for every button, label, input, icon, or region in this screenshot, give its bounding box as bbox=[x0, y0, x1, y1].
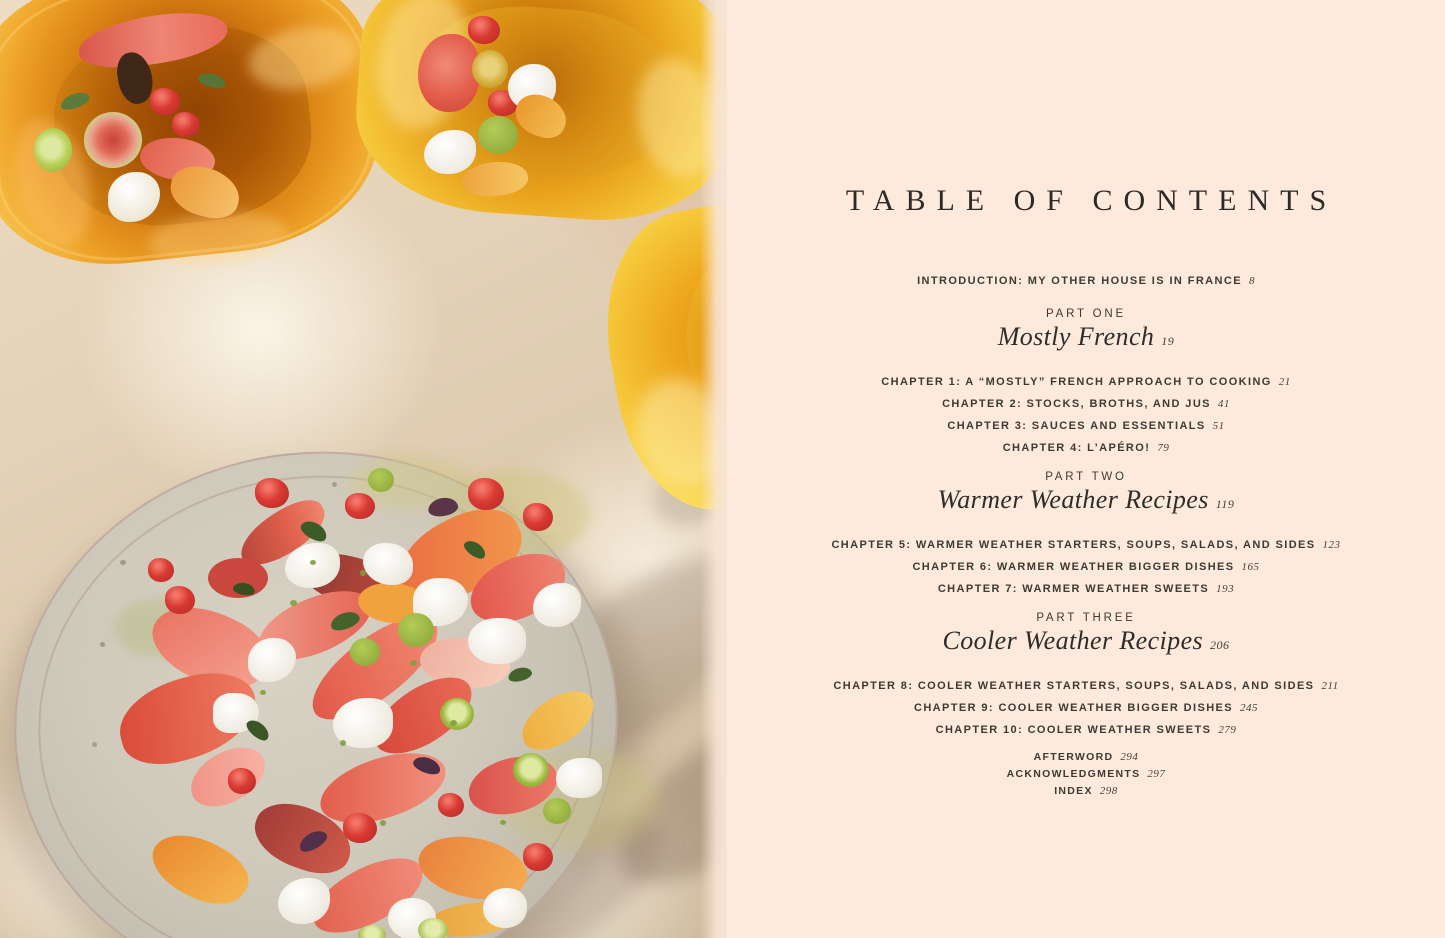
toc-entry-page-number: 21 bbox=[1278, 376, 1291, 388]
page-edge-light bbox=[700, 0, 727, 938]
strawberry bbox=[150, 88, 180, 115]
toc-entry-backmatter bbox=[727, 749, 1445, 766]
green-tomato-half bbox=[513, 753, 549, 787]
page-title: TABLE OF CONTENTS bbox=[845, 184, 1338, 217]
toc-entry-page-number: 279 bbox=[1218, 724, 1237, 736]
part-page-number: 206 bbox=[1210, 638, 1230, 652]
part-kicker: PART TWO bbox=[1045, 471, 1127, 483]
toc-entry-page-number: 245 bbox=[1240, 702, 1259, 714]
toc-entry-label: CHAPTER 8: COOLER WEATHER STARTERS, SOUPS, SALADS, AND SIDES bbox=[833, 680, 1315, 692]
platter-speckle bbox=[120, 560, 126, 565]
chapter-list bbox=[727, 371, 1445, 459]
toc-entry-page-number: 51 bbox=[1212, 420, 1225, 432]
toc-entry-label: CHAPTER 9: COOLER WEATHER BIGGER DISHES bbox=[913, 702, 1234, 714]
toc-entry-label: AFTERWORD bbox=[1033, 751, 1114, 763]
toc-entry-chapter bbox=[727, 415, 1445, 437]
tomato-chunk bbox=[418, 34, 480, 112]
platter-speckle bbox=[332, 482, 337, 487]
table-of-contents-page bbox=[727, 0, 1445, 938]
green-grape-half bbox=[418, 918, 448, 938]
green-tomato bbox=[478, 116, 518, 154]
toc-entry-page-number: 8 bbox=[1248, 275, 1255, 287]
toc-column bbox=[727, 0, 1445, 800]
toc-entry-label: INDEX bbox=[1054, 785, 1093, 797]
strawberry bbox=[148, 558, 174, 582]
part-title-text: Warmer Weather Recipes bbox=[937, 485, 1209, 514]
platter-speckle bbox=[100, 642, 105, 647]
toc-entry-page-number: 294 bbox=[1120, 751, 1139, 763]
toc-entry-chapter bbox=[727, 556, 1445, 578]
herb-speckle bbox=[450, 720, 457, 726]
green-tomato bbox=[398, 613, 434, 647]
green-tomato bbox=[350, 638, 380, 666]
herb-speckle bbox=[310, 560, 316, 565]
toc-entry-page-number: 79 bbox=[1157, 442, 1170, 454]
platter-speckle bbox=[92, 742, 97, 747]
toc-entry-chapter bbox=[727, 371, 1445, 393]
toc-entry-label: CHAPTER 7: WARMER WEATHER SWEETS bbox=[937, 583, 1210, 595]
strawberry bbox=[343, 813, 377, 843]
green-tomato-half bbox=[440, 698, 474, 730]
toc-entry-chapter bbox=[727, 719, 1445, 741]
strawberry bbox=[468, 478, 504, 510]
part-title-text: Mostly French bbox=[997, 322, 1155, 351]
toc-entry-page-number: 165 bbox=[1241, 561, 1260, 573]
strawberry bbox=[165, 586, 195, 614]
toc-entry-chapter bbox=[727, 393, 1445, 415]
toc-entry-page-number: 297 bbox=[1147, 768, 1166, 780]
toc-entry-page-number: 41 bbox=[1217, 398, 1230, 410]
toc-entry-chapter bbox=[727, 697, 1445, 719]
part-kicker: PART THREE bbox=[1036, 612, 1136, 624]
green-tomato bbox=[543, 798, 571, 824]
toc-entry-page-number: 298 bbox=[1099, 785, 1118, 797]
mozzarella bbox=[468, 618, 526, 664]
toc-entry-chapter bbox=[727, 675, 1445, 697]
toc-entry-chapter bbox=[727, 534, 1445, 556]
part-title-text: Cooler Weather Recipes bbox=[942, 626, 1204, 655]
part-title bbox=[727, 321, 1445, 357]
toc-entry-label: CHAPTER 10: COOLER WEATHER SWEETS bbox=[935, 724, 1212, 736]
herb-speckle bbox=[340, 740, 346, 746]
strawberry bbox=[345, 493, 375, 519]
toc-entry-introduction bbox=[727, 270, 1445, 292]
toc-entry-backmatter bbox=[727, 766, 1445, 783]
strawberry bbox=[523, 843, 553, 871]
toc-entry-label: CHAPTER 5: WARMER WEATHER STARTERS, SOUPS, SALADS, AND SIDES bbox=[831, 539, 1316, 551]
part-kicker: PART ONE bbox=[1046, 308, 1126, 320]
mozzarella bbox=[556, 758, 602, 798]
chapter-list bbox=[727, 675, 1445, 741]
strawberry bbox=[438, 793, 464, 817]
toc-entry-label: ACKNOWLEDGMENTS bbox=[1006, 768, 1141, 780]
green-grape-half bbox=[358, 925, 386, 938]
striped-tomato-half bbox=[84, 112, 142, 168]
herb-speckle bbox=[360, 570, 366, 576]
toc-entry-label: CHAPTER 6: WARMER WEATHER BIGGER DISHES bbox=[912, 561, 1235, 573]
part-title bbox=[727, 625, 1445, 661]
toc-entry-page-number: 193 bbox=[1216, 583, 1235, 595]
herb-speckle bbox=[410, 660, 417, 666]
part-page-number: 119 bbox=[1215, 497, 1235, 511]
toc-entry-backmatter bbox=[727, 783, 1445, 800]
toc-entry-page-number: 123 bbox=[1322, 539, 1341, 551]
toc-entry-chapter bbox=[727, 437, 1445, 459]
toc-entry-label: INTRODUCTION: MY OTHER HOUSE IS IN FRANCE bbox=[917, 275, 1242, 287]
herb-speckle bbox=[500, 820, 506, 825]
herb-speckle bbox=[380, 820, 386, 826]
strawberry bbox=[172, 112, 200, 137]
backmatter-list bbox=[727, 749, 1445, 800]
herb-speckle bbox=[260, 690, 266, 695]
chapter-list bbox=[727, 534, 1445, 600]
yellow-cherry-half bbox=[472, 50, 508, 88]
herb-speckle bbox=[290, 600, 297, 606]
strawberry bbox=[228, 768, 256, 794]
part-page-number: 19 bbox=[1161, 334, 1175, 348]
toc-entry-label: CHAPTER 4: L’APÉRO! bbox=[1002, 442, 1151, 454]
strawberry bbox=[523, 503, 553, 531]
toc-entry-label: CHAPTER 1: A “MOSTLY” FRENCH APPROACH TO COOKING bbox=[881, 376, 1272, 388]
strawberry bbox=[255, 478, 289, 508]
toc-entry-chapter bbox=[727, 578, 1445, 600]
mozzarella bbox=[483, 888, 527, 928]
green-tomato bbox=[368, 468, 394, 492]
toc-entry-label: CHAPTER 3: SAUCES AND ESSENTIALS bbox=[947, 420, 1206, 432]
toc-entry-page-number: 211 bbox=[1321, 680, 1339, 692]
part-title bbox=[727, 484, 1445, 520]
strawberry bbox=[468, 16, 500, 44]
green-tomato-half bbox=[34, 128, 72, 172]
toc-entry-label: CHAPTER 2: STOCKS, BROTHS, AND JUS bbox=[942, 398, 1211, 410]
